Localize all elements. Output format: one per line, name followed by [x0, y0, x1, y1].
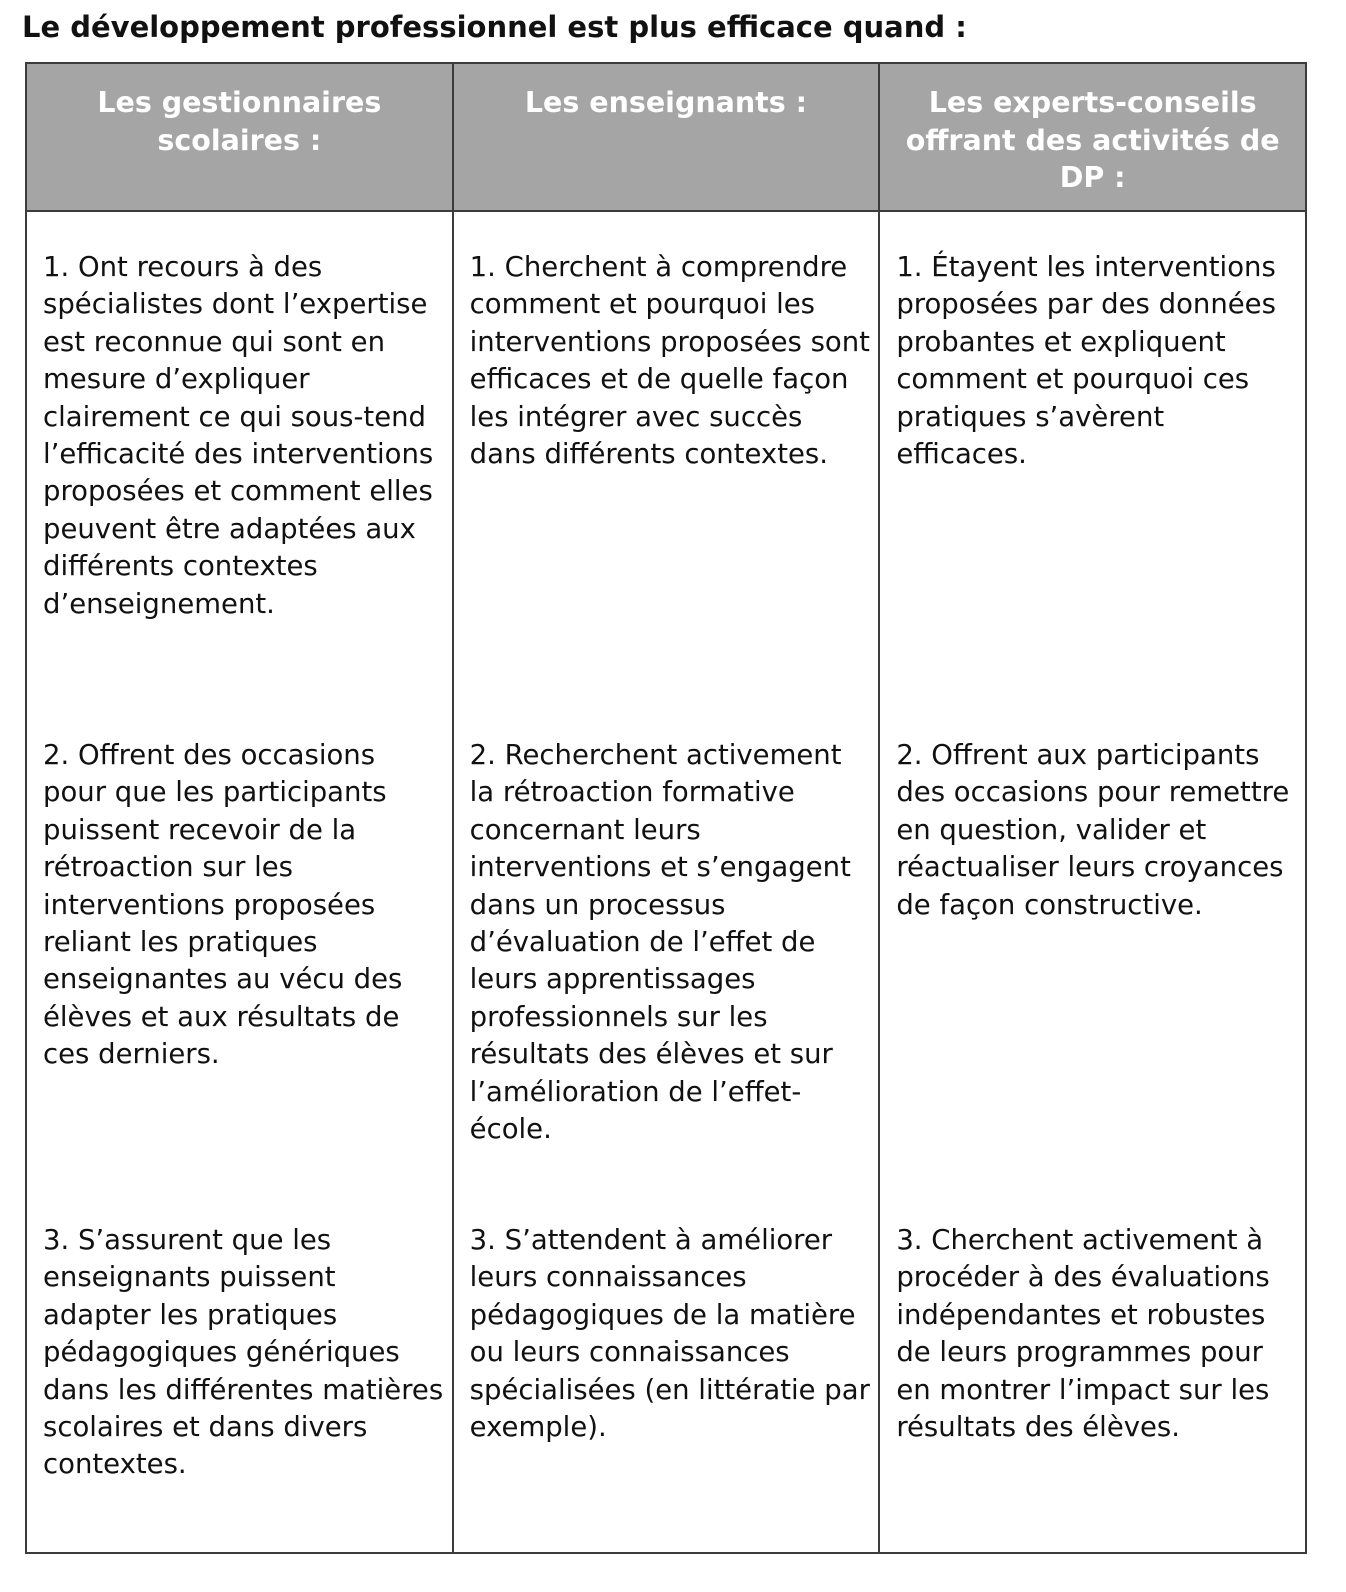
table-cell: 3. S’assurent que les enseignants puissent adapter les pratiques pédagogiques génériques dans les différentes matières scolaires et dans divers contextes. — [26, 1201, 453, 1553]
header-consultants: Les experts-conseils offrant des activités de DP : — [879, 63, 1306, 211]
table-row — [26, 211, 1306, 716]
pd-effectiveness-table — [25, 62, 1307, 1554]
table-row — [26, 1201, 1306, 1553]
table-cell: 1. Ont recours à des spécialistes dont l’expertise est reconnue qui sont en mesure d’expliquer clairement ce qui sous-tend l’efficacité des interventions proposées et comment elles peuvent être adaptées aux différents contextes d’enseignement. — [26, 211, 453, 716]
document-title: Le développement professionnel est plus efficace quand : — [22, 10, 967, 44]
table-cell: 3. S’attendent à améliorer leurs connaissances pédagogiques de la matière ou leurs connaissances spécialisées (en littératie par exemple). — [453, 1201, 880, 1553]
table-row — [26, 716, 1306, 1201]
table-cell: 1. Étayent les interventions proposées par des données probantes et expliquent comment et pourquoi ces pratiques s’avèrent efficaces. — [879, 211, 1306, 716]
table-cell: 2. Offrent des occasions pour que les participants puissent recevoir de la rétroaction sur les interventions proposées reliant les pratiques enseignantes au vécu des élèves et aux résultats de ces derniers. — [26, 716, 453, 1201]
table-cell: 2. Recherchent activement la rétroaction formative concernant leurs interventions et s’engagent dans un processus d’évaluation de l’effet de leurs apprentissages professionnels sur les résultats des élèves et sur l’amélioration de l’effet-école. — [453, 716, 880, 1201]
table-cell: 2. Offrent aux participants des occasions pour remettre en question, valider et réactualiser leurs croyances de façon constructive. — [879, 716, 1306, 1201]
table-cell: 3. Cherchent activement à procéder à des évaluations indépendantes et robustes de leurs programmes pour en montrer l’impact sur les résultats des élèves. — [879, 1201, 1306, 1553]
header-row — [26, 63, 1306, 211]
table-cell: 1. Cherchent à comprendre comment et pourquoi les interventions proposées sont efficaces et de quelle façon les intégrer avec succès dans différents contextes. — [453, 211, 880, 716]
header-teachers: Les enseignants : — [453, 63, 880, 211]
header-school-managers: Les gestionnaires scolaires : — [26, 63, 453, 211]
